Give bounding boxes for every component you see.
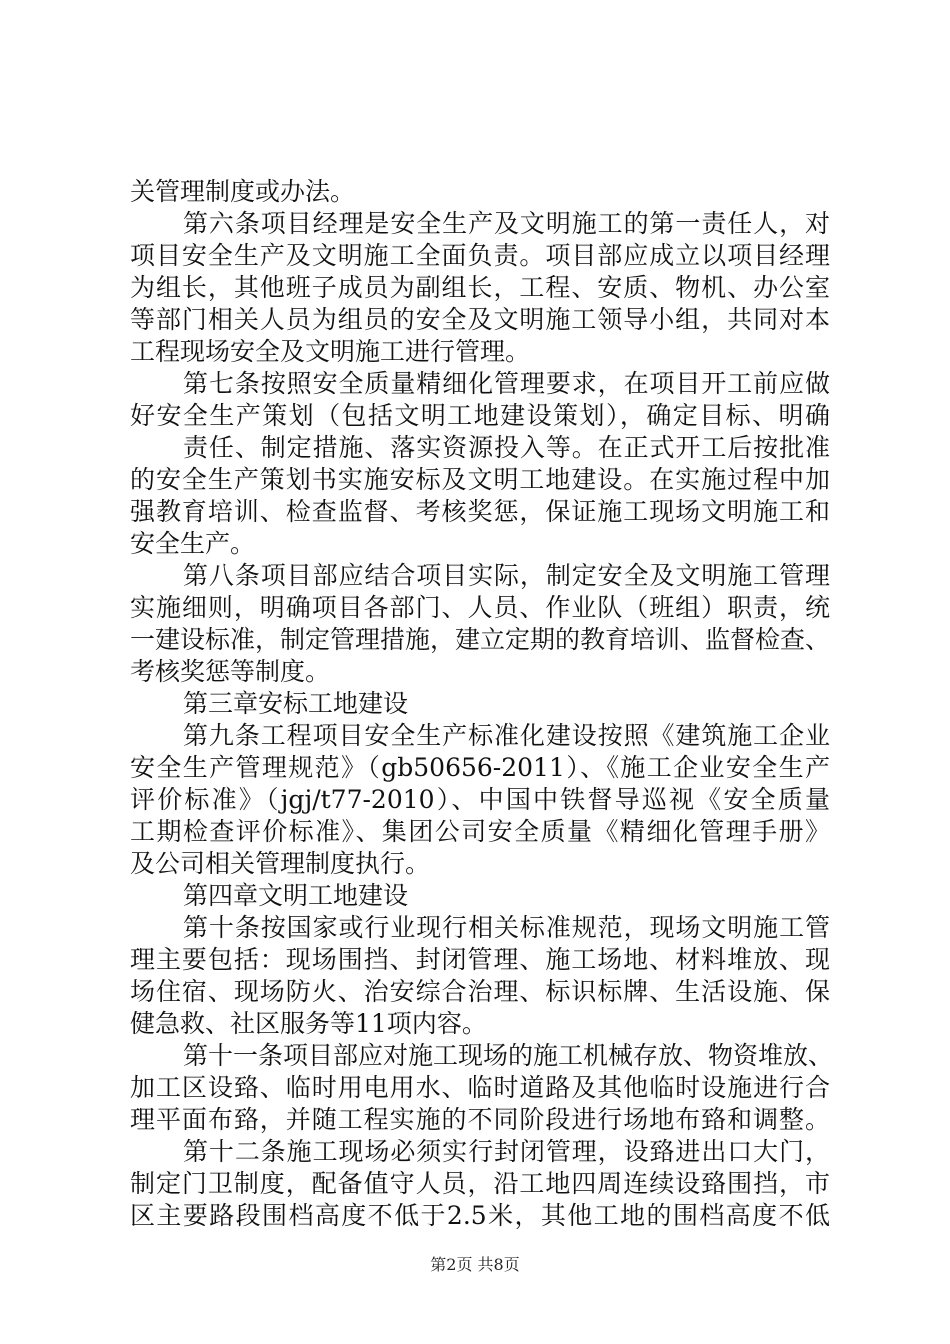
text-line: 为组长，其他班子成员为副组长，工程、安质、物机、办公室 xyxy=(130,273,830,302)
text-line: 一建设标准，制定管理措施，建立定期的教育培训、监督检查、 xyxy=(130,625,831,654)
text-line: 安全生产管理规范》（gb50656-2011）、《施工企业安全生产 xyxy=(130,753,830,782)
text-line: 工期检查评价标准》、集团公司安全质量《精细化管理手册》 xyxy=(130,817,830,846)
text-line: 区主要路段围档高度不低于2.5米，其他工地的围档高度不低 xyxy=(130,1201,830,1230)
text-line: 考核奖惩等制度。 xyxy=(130,657,331,686)
text-line: 强教育培训、检查监督、考核奖惩，保证施工现场文明施工和 xyxy=(130,497,830,526)
text-line: 理平面布臵，并随工程实施的不同阶段进行场地布臵和调整。 xyxy=(130,1105,830,1134)
text-line: 关管理制度或办法。 xyxy=(130,177,356,206)
text-line: 责任、制定措施、落实资源投入等。在正式开工后按批准 xyxy=(183,433,830,462)
text-line: 项目安全生产及文明施工全面负责。项目部应成立以项目经理 xyxy=(130,241,830,270)
text-line: 评价标准》（jgj/t77-2010）、中国中铁督导巡视《安全质量 xyxy=(130,785,830,814)
text-line: 第七条按照安全质量精细化管理要求，在项目开工前应做 xyxy=(183,369,830,398)
text-line: 第六条项目经理是安全生产及文明施工的第一责任人，对 xyxy=(183,209,830,238)
text-line: 第十条按国家或行业现行相关标准规范，现场文明施工管 xyxy=(183,913,830,942)
text-line: 工程现场安全及文明施工进行管理。 xyxy=(130,337,531,366)
text-line: 加工区设臵、临时用电用水、临时道路及其他临时设施进行合 xyxy=(130,1073,830,1102)
text-line: 等部门相关人员为组员的安全及文明施工领导小组，共同对本 xyxy=(130,305,830,334)
page-footer: 第2页 共8页 xyxy=(430,1255,520,1274)
text-line: 实施细则，明确项目各部门、人员、作业队（班组）职责，统 xyxy=(130,593,830,622)
text-line: 第十一条项目部应对施工现场的施工机械存放、物资堆放、 xyxy=(183,1041,834,1070)
text-line: 制定门卫制度，配备值守人员，沿工地四周连续设臵围挡，市 xyxy=(130,1169,830,1198)
text-line: 第十二条施工现场必须实行封闭管理，设臵进出口大门， xyxy=(183,1137,830,1166)
text-line: 好安全生产策划（包括文明工地建设策划），确定目标、明确 xyxy=(130,401,830,430)
text-line: 第八条项目部应结合项目实际，制定安全及文明施工管理 xyxy=(183,561,830,590)
text-line: 的安全生产策划书实施安标及文明工地建设。在实施过程中加 xyxy=(130,465,830,494)
text-line: 第九条工程项目安全生产标准化建设按照《建筑施工企业 xyxy=(183,721,830,750)
chapter-heading: 第三章安标工地建设 xyxy=(183,689,409,718)
text-line: 场住宿、现场防火、治安综合治理、标识标牌、生活设施、保 xyxy=(130,977,830,1006)
text-line: 理主要包括：现场围挡、封闭管理、施工场地、材料堆放、现 xyxy=(130,945,830,974)
chapter-heading: 第四章文明工地建设 xyxy=(183,881,409,910)
text-line: 健急救、社区服务等11项内容。 xyxy=(130,1009,487,1038)
text-line: 安全生产。 xyxy=(130,529,256,558)
text-line: 及公司相关管理制度执行。 xyxy=(130,849,431,878)
